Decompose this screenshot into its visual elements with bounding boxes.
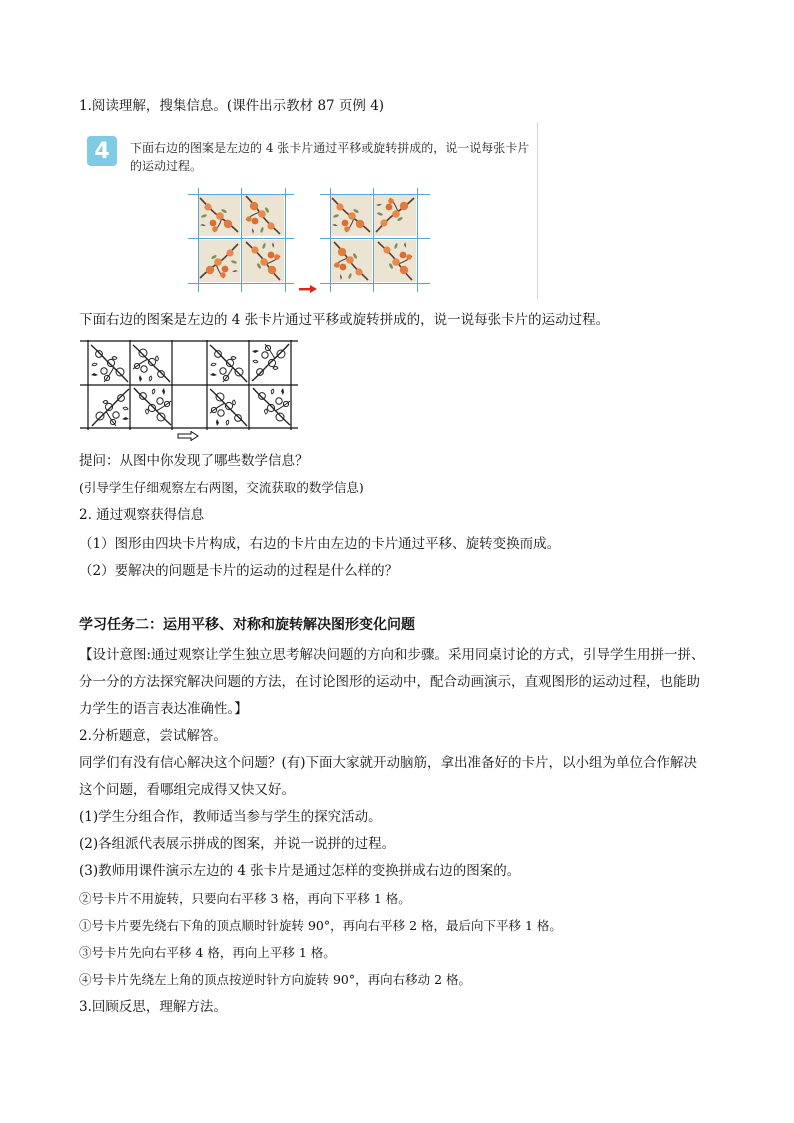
card-move-4: ④号卡片先绕左上角的顶点按逆时针方向旋转 90°，再向右移动 2 格。 (79, 972, 472, 987)
section3-intro-line-1: 同学们有没有信心解决这个问题？(有)下面大家就开动脑筋，拿出准备好的卡片，以小组为单位合作解决 (79, 755, 698, 771)
section4-heading: 3.回顾反思，理解方法。 (79, 999, 227, 1015)
guide-text: (引导学生仔细观察左右两图，交流获取的数学信息) (79, 480, 364, 495)
card-2-right (374, 194, 416, 236)
section3-heading: 2.分析题意，尝试解答。 (79, 728, 227, 744)
line-card-2-right (250, 342, 292, 384)
section3-step-2: (2)各组派代表展示拼成的图案，并说一说拼的过程。 (79, 836, 396, 852)
example-number-badge: 4 (87, 136, 117, 166)
line-card-2-left (89, 342, 131, 384)
section1-heading: 1.阅读理解，搜集信息。(课件出示教材 87 页例 4) (79, 98, 385, 114)
left-card-grid (188, 188, 294, 292)
line-art-figure (80, 340, 302, 444)
restated-prompt: 下面右边的图案是左边的 4 张卡片通过平移或旋转拼成的，说一说每张卡片的运动过程。 (79, 312, 610, 328)
line-card-4-right (250, 386, 292, 428)
task2-heading: 学习任务二：运用平移、对称和旋转解决图形变化问题 (79, 617, 415, 633)
question-text: 提问：从图中你发现了哪些数学信息？ (79, 453, 309, 469)
line-card-3-right (208, 386, 250, 428)
section3-step-3: (3)教师用课件演示左边的 4 张卡片是通过怎样的变换拼成右边的图案的。 (79, 863, 521, 879)
section3-intro-line-2: 这个问题，看哪组完成得又快又好。 (79, 782, 295, 798)
line-card-1-right (208, 342, 250, 384)
design-intent-line-1: 【设计意图:通过观察让学生独立思考解决问题的方向和步骤。采用同桌讨论的方式，引导学生用拼一拼、 (79, 647, 705, 663)
design-intent-line-3: 力学生的语言表达准确性。】 (79, 701, 248, 717)
card-1-right (330, 194, 372, 236)
red-right-arrow-icon (299, 285, 317, 293)
hollow-right-arrow-icon (177, 431, 199, 441)
card-4-left (242, 240, 284, 282)
card-2-left (198, 194, 240, 236)
card-4-right (374, 240, 416, 282)
card-move-3: ③号卡片先向右平移 4 格，再向上平移 1 格。 (79, 945, 336, 960)
line-card-3-left (89, 386, 131, 428)
textbook-example-figure (80, 120, 542, 302)
line-card-1-left (131, 342, 173, 384)
card-move-2: ②号卡片不用旋转，只要向右平移 3 格，再向下平移 1 格。 (79, 891, 411, 906)
right-card-grid (320, 188, 430, 292)
card-move-1: ①号卡片要先绕右下角的顶点顺时针旋转 90°，再向右平移 2 格，最后向下平移 1 格。 (79, 918, 562, 933)
section2-heading: 2. 通过观察获得信息 (79, 507, 205, 523)
section3-step-1: (1)学生分组合作，教师适当参与学生的探究活动。 (79, 809, 382, 825)
section2-item-1: （1）图形由四块卡片构成，右边的卡片由左边的卡片通过平移、旋转变换而成。 (79, 536, 561, 552)
card-3-right (330, 240, 372, 282)
design-intent-line-2: 分一分的方法探究解决问题的方法，在讨论图形的运动中，配合动画演示，直观图形的运动过程，也能助 (79, 674, 700, 690)
figure-edge-divider (537, 122, 538, 300)
card-3-left (198, 240, 240, 282)
section2-item-2: （2）要解决的问题是卡片的运动的过程是什么样的？ (79, 563, 399, 579)
example-prompt-text: 下面右边的图案是左边的 4 张卡片通过平移或旋转拼成的，说一说每张卡片的运动过程。 (130, 141, 530, 173)
line-card-4-left (131, 386, 173, 428)
card-1-left (242, 194, 284, 236)
